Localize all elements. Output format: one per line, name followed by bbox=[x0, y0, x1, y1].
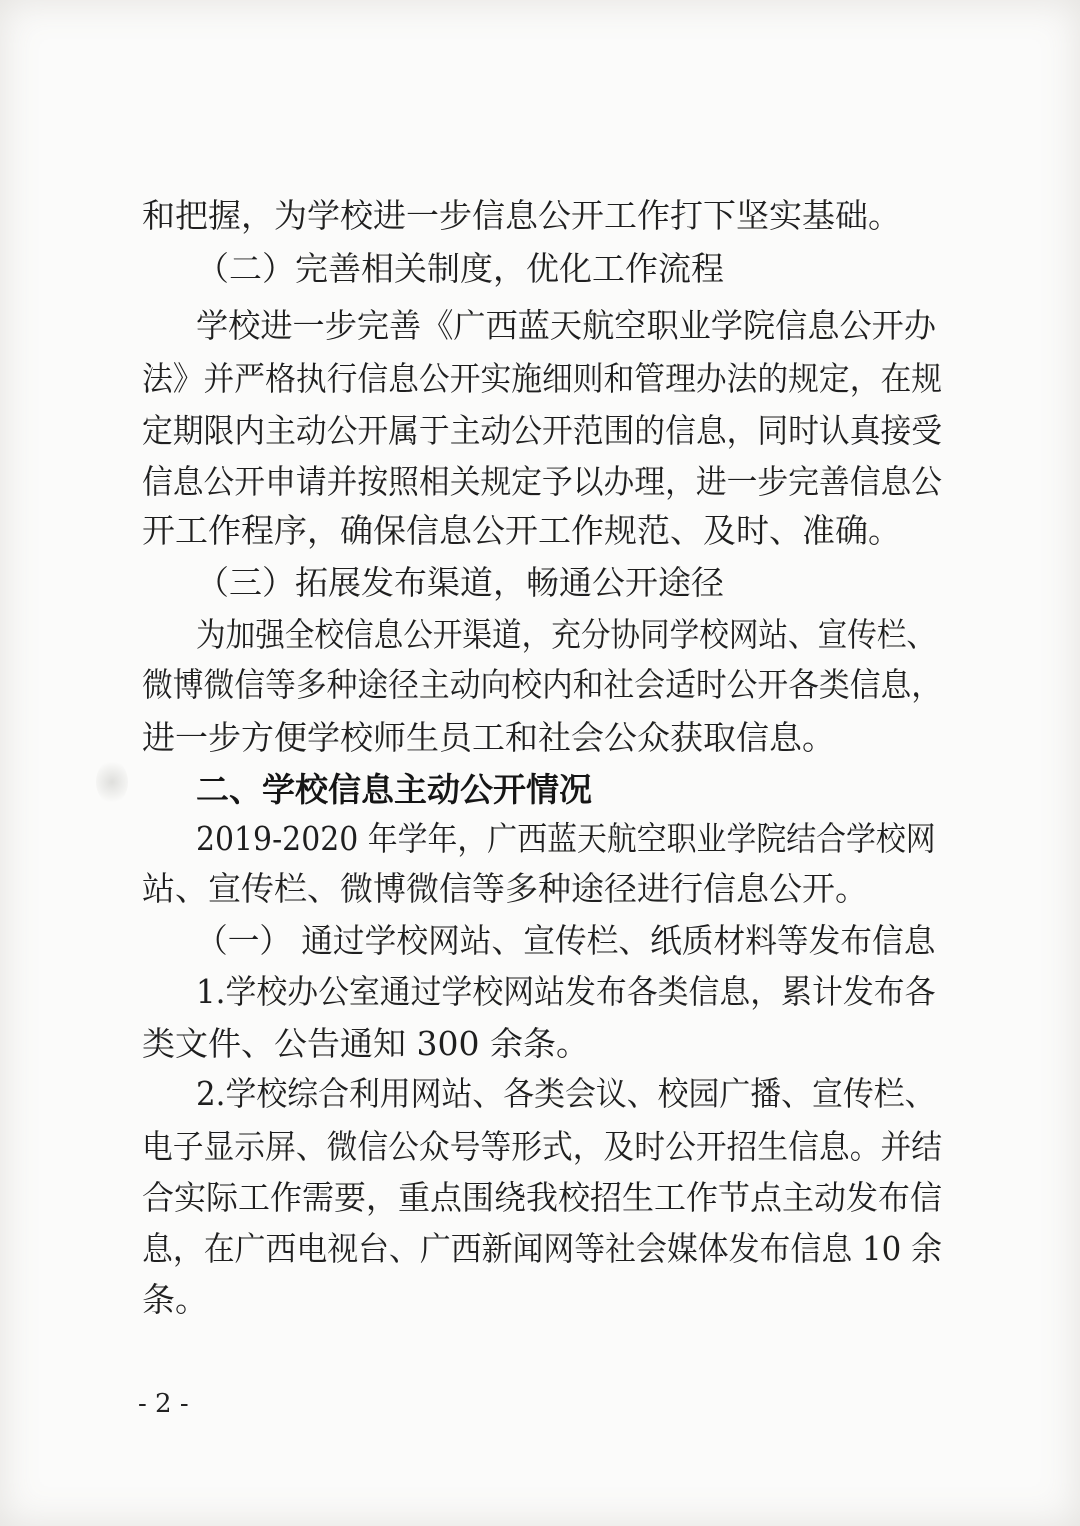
text-line-11: 进一步方便学校师生员工和社会公众获取信息。 bbox=[142, 718, 835, 757]
text-line-9: 为加强全校信息公开渠道，充分协同学校网站、宣传栏、 bbox=[196, 615, 937, 654]
main-heading-2: 二、学校信息主动公开情况 bbox=[196, 770, 592, 809]
text-line-18: 2.学校综合利用网站、各类会议、校园广播、宣传栏、 bbox=[196, 1074, 936, 1113]
text-line-21: 息，在广西电视台、广西新闻网等社会媒体发布信息 10 余 bbox=[142, 1229, 943, 1268]
text-line-16: 1.学校办公室通过学校网站发布各类信息，累计发布各 bbox=[196, 972, 936, 1011]
text-line-7: 开工作程序，确保信息公开工作规范、及时、准确。 bbox=[142, 511, 901, 550]
text-line-17: 类文件、公告通知 300 余条。 bbox=[142, 1024, 589, 1063]
text-line-4: 法》并严格执行信息公开实施细则和管理办法的规定，在规 bbox=[142, 359, 942, 398]
page-number: - 2 - bbox=[138, 1389, 189, 1419]
text-line-19: 电子显示屏、微信公众号等形式，及时公开招生信息。并结 bbox=[142, 1127, 942, 1166]
text-line-6: 信息公开申请并按照相关规定予以办理，进一步完善信息公 bbox=[142, 462, 942, 501]
text-line-20: 合实际工作需要，重点围绕我校招生工作节点主动发布信 bbox=[142, 1178, 943, 1217]
text-line-14: 站、宣传栏、微博微信等多种途径进行信息公开。 bbox=[142, 869, 868, 908]
section-heading-3: （三）拓展发布渠道，畅通公开途径 bbox=[196, 563, 724, 602]
text-line-10: 微博微信等多种途径主动向校内和社会适时公开各类信息， bbox=[142, 665, 942, 704]
text-line-1: 和把握，为学校进一步信息公开工作打下坚实基础。 bbox=[142, 196, 901, 235]
section-heading-2: （二）完善相关制度，优化工作流程 bbox=[196, 249, 724, 288]
text-line-3: 学校进一步完善《广西蓝天航空职业学院信息公开办 bbox=[196, 306, 937, 345]
text-line-5: 定期限内主动公开属于主动公开范围的信息，同时认真接受 bbox=[142, 411, 942, 450]
section-heading-1: （一） 通过学校网站、宣传栏、纸质材料等发布信息 bbox=[196, 921, 936, 960]
text-line-22: 条。 bbox=[142, 1280, 208, 1319]
text-line-13: 2019-2020 年学年，广西蓝天航空职业学院结合学校网 bbox=[196, 819, 936, 858]
scan-smudge bbox=[96, 760, 128, 804]
